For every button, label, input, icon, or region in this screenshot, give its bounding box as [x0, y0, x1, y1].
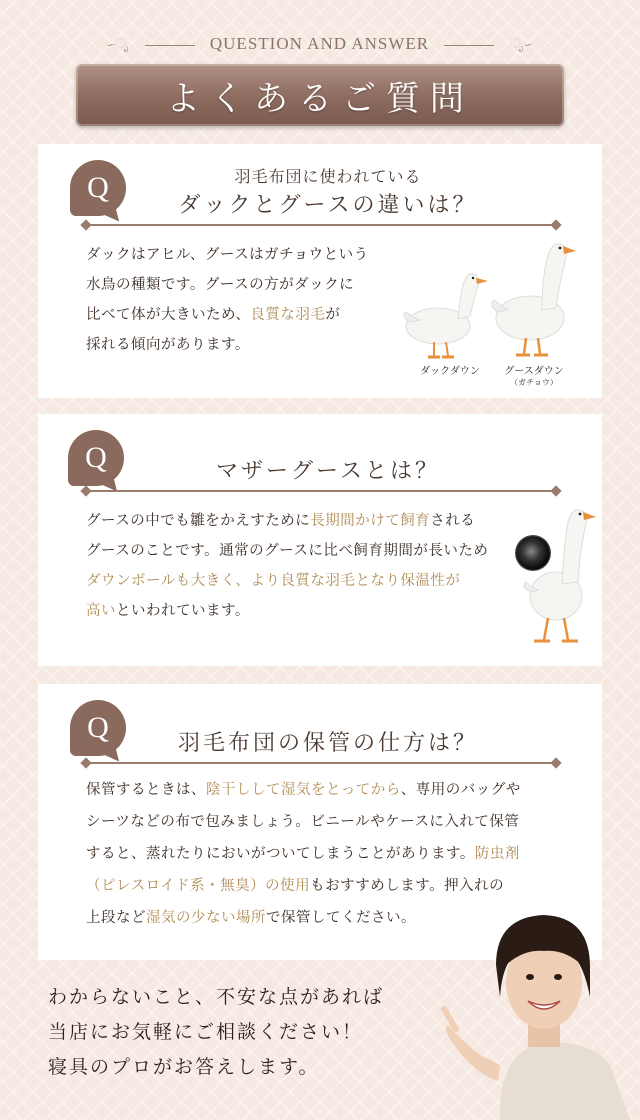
q-badge-icon: Q	[68, 430, 124, 486]
divider	[86, 490, 556, 492]
staff-photo	[440, 905, 640, 1120]
ornament-line-left	[145, 45, 195, 46]
page-title: よくあるご質問	[166, 78, 474, 119]
section-eyebrow-text: QUESTION AND ANSWER	[209, 34, 430, 53]
divider	[86, 762, 556, 764]
divider	[86, 224, 556, 226]
mother-goose-illustration	[508, 504, 598, 654]
question-title: 羽毛布団の保管の仕方は？	[177, 731, 478, 756]
caption-duck-down: ダックダウン	[420, 366, 480, 377]
faq-card-duck-goose	[38, 144, 602, 398]
section-eyebrow	[0, 34, 640, 54]
caption-goose-down: グースダウン （ガチョウ）	[504, 366, 564, 387]
faq-card-mother-goose	[38, 414, 602, 666]
q-badge-icon: Q	[70, 160, 126, 216]
ornament-line-right	[444, 45, 494, 46]
q-badge-icon: Q	[70, 700, 126, 756]
goose-illustration	[486, 236, 576, 366]
ornament-right-icon: ೃ∽	[509, 37, 534, 53]
duck-illustration	[400, 264, 490, 364]
question-title: ダックとグースの違いは？	[178, 193, 478, 218]
answer-text: ダックはアヒル、グースはガチョウという 水鳥の種類です。グースの方がダックに 比べて体が大きいため、良質な羽毛が 採れる傾向があります。	[86, 247, 369, 353]
answer-text: 保管するときは、陰干しして湿気をとってから、専用のバッグや シーツなどの布で包みましょう。ビニールやケースに入れて保管 すると、蒸れたりにおいがついてしまうことがあります。防虫剤 （ピレスロイド系・無臭）の使用もおすすめします。押入れの 上段など湿気の少ない場所で保管してください。	[86, 782, 521, 926]
answer-text: グースの中でも雛をかえすために長期間かけて飼育される グースのことです。通常のグースに比べ飼育期間が長いため ダウンボールも大きく、より良質な羽毛となり保温性が 高いといわれています。	[86, 513, 489, 619]
contact-message: わからないこと、不安な点があれば 当店にお気軽にご相談ください！ 寝具のプロがお答えします。	[48, 986, 385, 1078]
page-title-banner	[76, 64, 564, 126]
ornament-left-icon: ∽ೃ	[106, 37, 130, 53]
question-subtitle: 羽毛布団に使われている	[234, 167, 422, 186]
question-title: マザーグースとは？	[216, 459, 440, 484]
